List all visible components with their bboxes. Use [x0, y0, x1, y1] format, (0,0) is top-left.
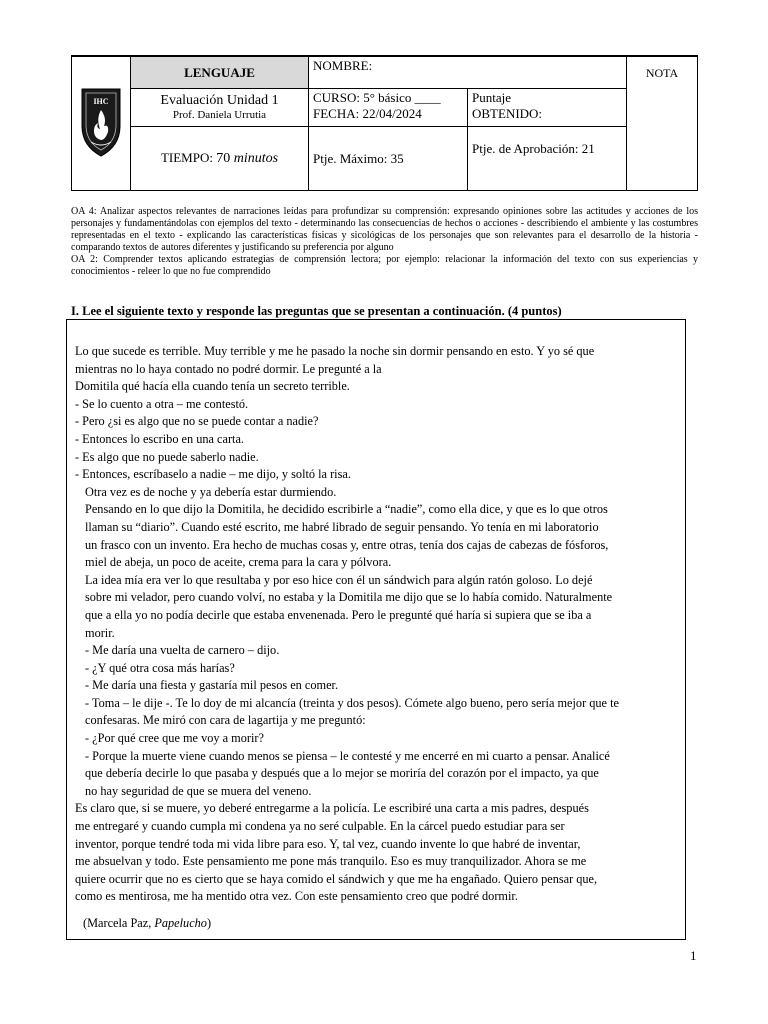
story-line: me absuelvan y todo. Este pensamiento me pone más tranquilo. Eso es muy tranquilizador. Ahora se me — [75, 854, 587, 869]
story-line: La idea mía era ver lo que resultaba y por eso hice con él un sándwich para algún ratón goloso. Lo dejé — [85, 572, 593, 587]
story-line: como es mentirosa, me ha mentido otra vez. Con este pensamiento creo que podré dormir. — [75, 889, 518, 904]
school-logo-cell — [72, 56, 131, 191]
story-line: inventor, porque tendré toda mi vida libre para eso. Y, tal vez, cuando invente lo que habré de inventar, — [75, 836, 581, 851]
story-line: mientras no lo haya contado no podré dormir. Le pregunté a la — [75, 361, 382, 376]
story-line: llaman su “diario”. Cuando esté escrito, me habré librado de seguir pensando. Yo tenía en mi laboratorio — [85, 519, 599, 534]
page-number: 1 — [690, 948, 697, 963]
course-date-cell — [309, 89, 468, 127]
story-line: - Me daría una vuelta de carnero – dijo. — [85, 643, 280, 658]
objective-oa4: OA 4: Analizar aspectos relevantes de narraciones leídas para profundizar su comprensión: expresando opiniones sobre las actitudes y acciones de los personajes y fundamentándolas con ejemplos del texto - determinando las consecuencias de hechos o acciones - describiendo el ambiente y las costumbres representadas en el texto - explicando las características físicas y sicológicas de los personajes que son relevantes para el desarrollo de la historia - comparando textos de autores diferentes y justificando su preferencia por alguno — [71, 206, 698, 253]
story-line: confesaras. Me miró con cara de lagartija y me preguntó: — [85, 713, 366, 728]
story-line: un frasco con un invento. Era hecho de muchas cosas y, entre otras, tenía dos cajas de cabezas de fósforos, — [85, 537, 609, 552]
pass-score: Ptje. de Aprobación: 21 — [468, 127, 627, 191]
evaluation-title: Evaluación Unidad 1 — [160, 92, 279, 108]
svg-text:IHC: IHC — [93, 96, 109, 106]
learning-objectives — [71, 206, 698, 278]
date-field: FECHA: 22/04/2024 — [313, 106, 422, 121]
max-score: Ptje. Máximo: 35 — [309, 127, 468, 191]
story-line: que debería decirle lo que pasaba y después que a lo mejor se moriría del corazón por el impacto, ya que — [85, 766, 599, 781]
story-line: - Entonces, escríbaselo a nadie – me dijo, y soltó la risa. — [75, 467, 351, 482]
story-text — [75, 343, 679, 933]
story-line: Domitila qué hacía ella cuando tenía un secreto terrible. — [75, 379, 350, 394]
student-name-field[interactable]: NOMBRE: — [309, 56, 627, 89]
teacher-name: Prof. Daniela Urrutia — [172, 108, 267, 121]
story-line: - Se lo cuento a otra – me contestó. — [75, 396, 249, 411]
reading-text-box — [66, 319, 686, 940]
story-line: - Es algo que no puede saberlo nadie. — [75, 449, 259, 464]
story-line: - ¿Y qué otra cosa más harías? — [85, 660, 235, 675]
objective-oa2: OA 2: Comprender textos aplicando estrategias de comprensión lectora; por ejemplo: relacionar la información del texto con sus experiencias y conocimientos - releer lo que no fue comprendido — [71, 254, 698, 277]
section-instruction: I. Lee el siguiente texto y responde las preguntas que se presentan a continuación. (4 puntos) — [71, 304, 562, 318]
grade-box[interactable]: NOTA — [627, 56, 698, 191]
story-line: Pensando en lo que dijo la Domitila, he decidido escribirle a “nadie”, como ella dice, y que es lo que otros — [85, 502, 608, 517]
story-line: Otra vez es de noche y ya debería estar durmiendo. — [85, 484, 337, 499]
score-obtained-cell[interactable]: Puntaje OBTENIDO: — [468, 89, 627, 127]
header-table — [71, 55, 698, 191]
citation: (Marcela Paz, Papelucho) — [83, 916, 212, 930]
story-line: quiere ocurrir que no es cierto que se haya comido el sándwich y que me ha engañado. Quiero pensar que, — [75, 871, 598, 886]
story-line: morir. — [85, 625, 115, 640]
story-line: que a ella yo no podía decirle que estaba envenenada. Pero le pregunté qué haría si supiera que se iba a — [85, 607, 592, 622]
story-line: me entregaré y cuando cumpla mi condena ya no seré culpable. En la cárcel puedo estudiar para ser — [75, 819, 565, 834]
story-line: - Toma – le dije -. Te lo doy de mi alcancía (treinta y dos pesos). Cómete algo bueno, pero sería mejor que te — [85, 695, 619, 710]
time-info: TIEMPO: 70 minutos — [131, 127, 309, 191]
story-line: sobre mi velador, pero cuando volví, no estaba y la Domitila me dijo que se lo había comido. Naturalmente — [85, 590, 613, 605]
story-line: - Porque la muerte viene cuando menos se piensa – le contesté y me encerré en mi cuarto a pensar. Analicé — [85, 748, 610, 763]
subject-title: LENGUAJE — [131, 56, 309, 89]
story-line: - Pero ¿si es algo que no se puede contar a nadie? — [75, 414, 319, 429]
story-line: - Me daría una fiesta y gastaría mil pesos en comer. — [85, 678, 339, 693]
story-line: Es claro que, si se muere, yo deberé entregarme a la policía. Le escribiré una carta a mis padres, después — [75, 801, 589, 816]
course-field: CURSO: 5° básico ____ — [313, 90, 441, 105]
story-line: - ¿Por qué cree que me voy a morir? — [85, 731, 264, 746]
story-line: no hay seguridad de que se muera del veneno. — [85, 783, 312, 798]
story-line: Lo que sucede es terrible. Muy terrible y me he pasado la noche sin dormir pensando en esto. Y yo sé que — [75, 344, 595, 358]
evaluation-info — [131, 89, 309, 127]
story-line: - Entonces lo escribo en una carta. — [75, 431, 245, 446]
story-line: miel de abeja, un poco de aceite, crema para la cara y pólvora. — [85, 555, 392, 570]
school-crest-icon — [79, 86, 123, 158]
